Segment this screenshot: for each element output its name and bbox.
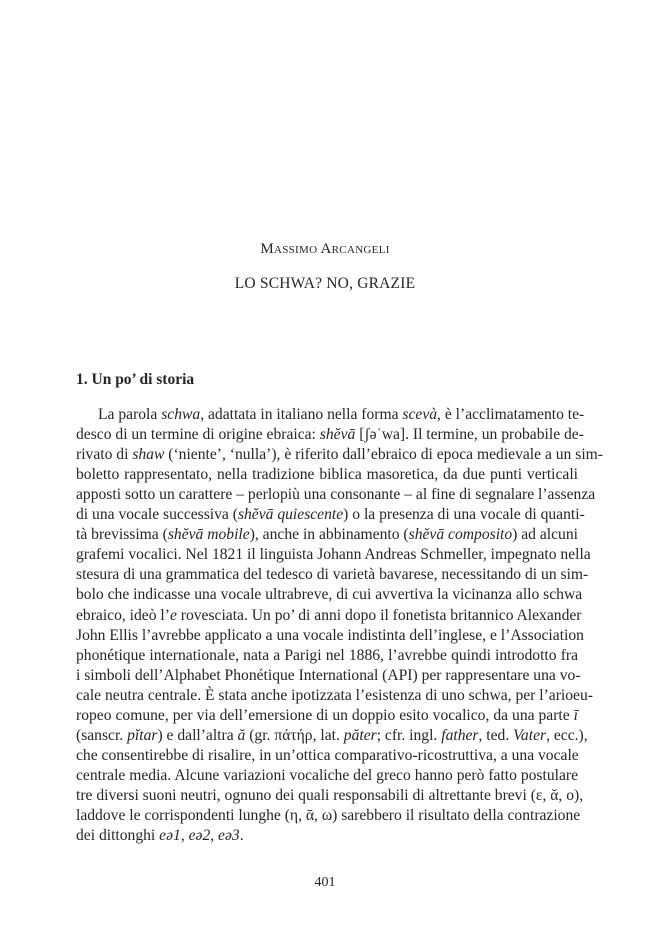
page-number: 401 <box>314 875 336 890</box>
paragraph-line: i simboli dell’Alphabet Phonétique International (API) per rappresentare una vo- <box>76 666 581 684</box>
paragraph-line: phonétique internationale, nata a Parigi nel 1886, l’avrebbe quindi introdotto fra <box>76 646 578 664</box>
paragraph-line: che consentirebbe di risalire, in un’ottica comparativo-ricostruttiva, a una vocale <box>76 746 579 764</box>
paragraph-line: bolo che indicasse una vocale ultrabreve, di cui avvertiva la vicinanza allo schwa <box>76 586 583 604</box>
paragraph-line: laddove le corrispondenti lunghe (η, ᾱ, ω) sarebbero il risultato della contrazione <box>76 807 581 824</box>
paragraph-line: La parola schwa, adattata in italiano nella forma scevà, è l’acclimatamento te- <box>98 406 585 423</box>
paragraph-line: tre diversi suoni neutri, ognuno dei quali responsabili di altrettante brevi (ε, ᾰ, ο), <box>76 786 584 804</box>
author-name: Massimo Arcangeli <box>260 241 390 257</box>
paragraph-line: boletto rappresentato, nella tradizione biblica masoretica, da due punti verticali <box>76 466 578 484</box>
paragraph-line: stesura di una grammatica del tedesco di varietà bavarese, necessitando di un sim- <box>76 566 589 584</box>
article-title: LO SCHWA? NO, GRAZIE <box>234 275 416 292</box>
paragraph-line: centrale media. Alcune variazioni vocaliche del greco hanno però fatto postulare <box>76 766 578 784</box>
paragraph-line: ropeo comune, per via dell’emersione di un doppio esito vocalico, da una parte ī <box>76 706 578 724</box>
paragraph-line: tà brevissima (shĕvā mobile), anche in abbinamento (shĕvā composito) ad alcuni <box>76 526 578 544</box>
paragraph-line: apposti sotto un carattere – perlopiù una consonante – al fine di segnalare l’assenza <box>76 486 596 504</box>
paragraph-line: rivato di shaw (‘niente’, ‘nulla’), è riferito dall’ebraico di epoca medievale a un sim- <box>76 446 603 464</box>
paragraph-line: desco di un termine di origine ebraica: shĕvā [ʃəˈwa]. Il termine, un probabile de- <box>76 426 584 444</box>
paragraph-line: cale neutra centrale. È stata anche ipotizzata l’esistenza di uno schwa, per l’arioeu- <box>76 686 593 704</box>
paragraph-line: grafemi vocalici. Nel 1821 il linguista Johann Andreas Schmeller, impegnato nella <box>76 546 591 564</box>
section-heading: 1. Un po’ di storia <box>76 371 195 388</box>
paragraph-line: ebraico, ideò l’e rovesciata. Un po’ di anni dopo il fonetista britannico Alexander <box>76 606 582 624</box>
paragraph-line: di una vocale successiva (shĕvā quiescente) o la presenza di una vocale di quanti- <box>76 506 585 524</box>
paragraph-line: dei dittonghi eə1, eə2, eə3. <box>76 827 244 845</box>
paragraph-line: (sanscr. pĭtar) e dall’altra ă (gr. πάτήρ, lat. păter; cfr. ingl. father, ted. Vater, ecc.), <box>76 726 588 744</box>
paragraph-line: John Ellis l’avrebbe applicato a una vocale indistinta dell’inglese, e l’Association <box>76 626 584 644</box>
